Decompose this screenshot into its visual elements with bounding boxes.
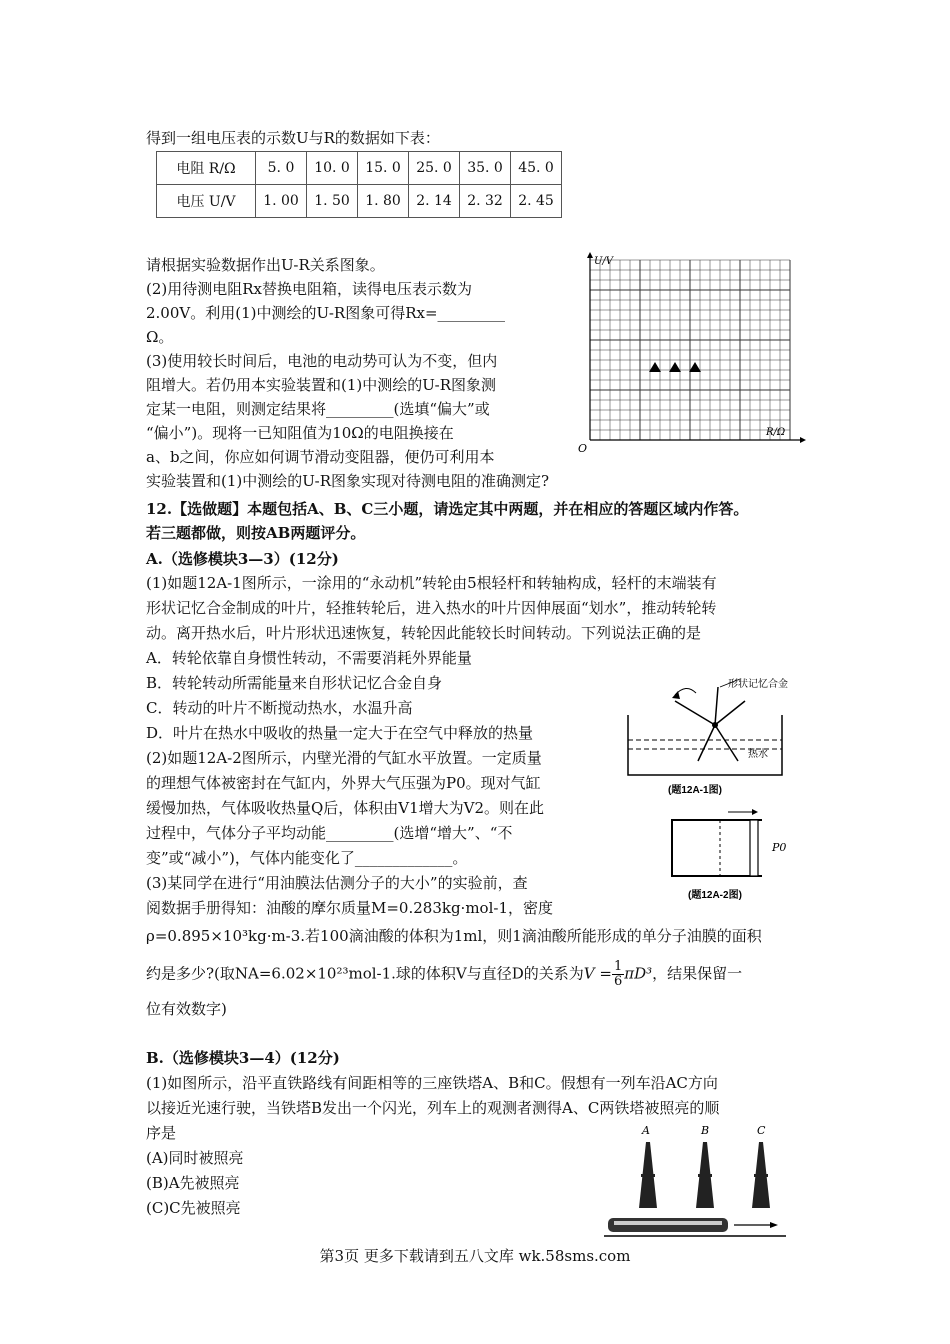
sec-a-line: 过程中，气体分子平均动能_________(选增“增大”、“不 [146, 824, 513, 842]
sec-b-line: 以接近光速行驶，当铁塔B发出一个闪光，列车上的观测者测得A、C两铁塔被照亮的顺 [146, 1099, 720, 1117]
fig1-caption: (题12A-1图) [668, 785, 722, 796]
cell: 45. 0 [511, 152, 562, 185]
cell: 5. 0 [256, 152, 307, 185]
train-icon [604, 1218, 786, 1236]
row-head: 电压 U/V [157, 185, 256, 218]
page-footer: 第3页 更多下载请到五八文库 wk.58sms.com [319, 1247, 631, 1265]
tower-icon [752, 1142, 770, 1208]
sec-a-line: 位有效数字) [146, 1000, 227, 1018]
p0-label: P0 [772, 841, 787, 854]
cell: 15. 0 [358, 152, 409, 185]
sec-a-text: ，结果保留一 [652, 964, 743, 983]
q11-line: 请根据实验数据作出U-R关系图象。 [146, 256, 385, 274]
tower-label-a: A [642, 1124, 650, 1137]
figure-12a-1 [620, 665, 800, 805]
q11-line: a、b之间，你应如何调节滑动变阻器，便仍可利用本 [146, 448, 495, 466]
origin-label: O [578, 442, 588, 455]
tower-label-b: B [701, 1124, 710, 1137]
q11-line: (2)用待测电阻Rx替换电阻箱，读得电压表示数为 [146, 280, 473, 298]
triangle-marker [669, 362, 681, 372]
cell: 25. 0 [409, 152, 460, 185]
cell: 35. 0 [460, 152, 511, 185]
sec-b-line: (1)如图所示，沿平直铁路线有间距相等的三座铁塔A、B和C。假想有一列车沿AC方向 [146, 1074, 718, 1092]
sec-a-line: 动。离开热水后，叶片形状迅速恢复，转轮因此能较长时间转动。下列说法正确的是 [146, 624, 702, 642]
alloy-label: 形状记忆合金 [728, 679, 788, 690]
section-b-title: B.（选修模块3—4）(12分) [146, 1049, 340, 1067]
q11-line: 实验装置和(1)中测绘的U-R图象实现对待测电阻的准确测定? [146, 472, 550, 490]
cell: 2. 45 [511, 185, 562, 218]
sec-a-line: 缓慢加热，气体吸收热量Q后，体积由V1增大为V2。则在此 [146, 799, 545, 817]
tower-icon [639, 1142, 657, 1208]
table-row [157, 185, 562, 218]
q12-title: 12.【选做题】本题包括A、B、C三小题，请选定其中两题，并在相应的答题区域内作答。 [146, 500, 749, 518]
q11-line: (3)使用较长时间后，电池的电动势可认为不变，但内 [146, 352, 498, 370]
sec-b-line: (C)C先被照亮 [146, 1199, 241, 1217]
cell: 2. 14 [409, 185, 460, 218]
fig2-caption: (题12A-2图) [688, 890, 742, 901]
tower-label-c: C [757, 1124, 766, 1137]
triangle-marker [689, 362, 701, 372]
sec-a-line: (3)某同学在进行“用油膜法估测分子的大小”的实验前，查 [146, 874, 528, 892]
triangle-marker [649, 362, 661, 372]
sec-a-line: D．叶片在热水中吸收的热量一定大于在空气中释放的热量 [146, 724, 534, 742]
q12-title: 若三题都做，则按AB两题评分。 [146, 524, 366, 542]
sec-a-line: (2)如题12A-2图所示，内壁光滑的气缸水平放置。一定质量 [146, 749, 542, 767]
formula-fraction [612, 960, 624, 989]
sec-a-line: 变”或“减小”)，气体内能变化了_____________。 [146, 849, 468, 867]
cell: 2. 32 [460, 185, 511, 218]
sec-a-line [146, 960, 742, 989]
sec-a-line: 的理想气体被密封在气缸内，外界大气压强为P0。现对气缸 [146, 774, 541, 792]
row-head: 电阻 R/Ω [157, 152, 256, 185]
sec-a-text: 约是多少?(取NA=6.02×10²³mol-1.球的体积V与直径D的关系为 [146, 964, 584, 983]
tower-train-figure [600, 1120, 800, 1245]
sec-a-line: (1)如题12A-1图所示，一涂用的“永动机”转轮由5根轻杆和转轴构成，轻杆的末端装有 [146, 574, 717, 592]
q11-line: “偏小”)。现将一已知阻值为10Ω的电阻换接在 [146, 424, 454, 442]
intro-text: 得到一组电压表的示数U与R的数据如下表： [146, 129, 440, 147]
cell: 10. 0 [307, 152, 358, 185]
formula-num: 1 [613, 959, 623, 974]
sec-a-line: 阅数据手册得知：油酸的摩尔质量M=0.283kg·mol-1，密度 [146, 899, 553, 917]
cell: 1. 80 [358, 185, 409, 218]
cell: 1. 00 [256, 185, 307, 218]
sec-a-line: A．转轮依靠自身惯性转动，不需要消耗外界能量 [146, 649, 472, 667]
water-label: 热水 [748, 749, 768, 760]
q11-line: Ω。 [146, 328, 174, 346]
tower-icon [696, 1142, 714, 1208]
figure-12a-2 [660, 806, 810, 906]
q11-line: 2.00V。利用(1)中测绘的U-R图象可得Rx=_________ [146, 304, 506, 322]
sec-a-line: ρ=0.895×10³kg·m-3.若100滴油酸的体积为1ml，则1滴油酸所能形成的单分子油膜的面积 [146, 927, 762, 945]
y-axis-label: U/V [594, 256, 614, 267]
sec-a-line: B．转轮转动所需能量来自形状记忆合金自身 [146, 674, 443, 692]
u-r-graph [568, 250, 808, 455]
sec-a-line: 形状记忆合金制成的叶片，轻推转轮后，进入热水的叶片因伸展面“划水”，推动转轮转 [146, 599, 717, 617]
cell: 1. 50 [307, 185, 358, 218]
x-axis-label: R/Ω [766, 427, 786, 438]
table-row [157, 152, 562, 185]
formula-rhs: πD³ [624, 964, 653, 983]
formula-lhs: V = [583, 964, 612, 983]
sec-b-line: 序是 [146, 1124, 177, 1142]
sec-b-line: (A)同时被照亮 [146, 1149, 244, 1167]
q11-line: 定某一电阻，则测定结果将_________(选填“偏大”或 [146, 400, 490, 418]
data-table [156, 151, 562, 218]
section-a-title: A.（选修模块3—3）(12分) [146, 550, 339, 568]
formula-den: 6 [613, 974, 623, 989]
sec-b-line: (B)A先被照亮 [146, 1174, 240, 1192]
q11-line: 阻增大。若仍用本实验装置和(1)中测绘的U-R图象测 [146, 376, 496, 394]
sec-a-line: C．转动的叶片不断搅动热水，水温升高 [146, 699, 413, 717]
